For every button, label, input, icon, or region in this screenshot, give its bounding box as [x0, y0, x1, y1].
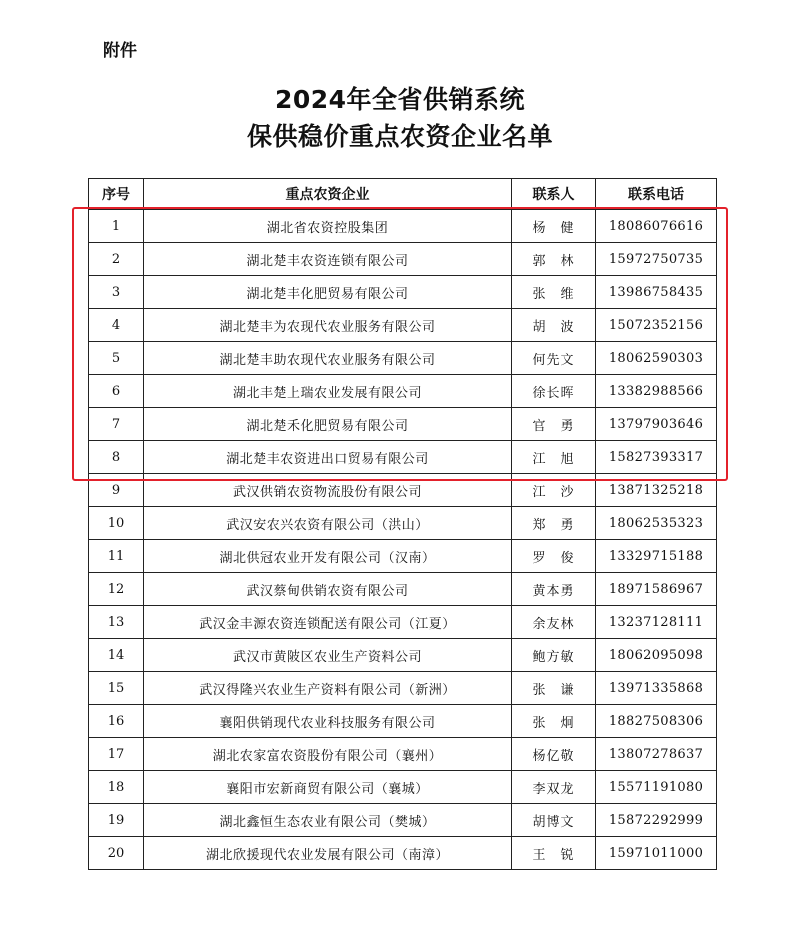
row-phone: 18086076616 [596, 210, 717, 243]
row-contact: 郑 勇 [512, 507, 596, 540]
header-contact: 联系人 [512, 179, 596, 210]
table-row [89, 606, 717, 639]
row-no: 4 [89, 309, 144, 342]
row-company: 武汉市黄陂区农业生产资料公司 [144, 639, 512, 672]
row-phone: 13382988566 [596, 375, 717, 408]
row-company: 湖北楚丰助农现代农业服务有限公司 [144, 342, 512, 375]
row-contact: 张 炯 [512, 705, 596, 738]
table-row [89, 804, 717, 837]
row-no: 7 [89, 408, 144, 441]
table-row [89, 342, 717, 375]
row-no: 18 [89, 771, 144, 804]
row-company: 湖北丰楚上瑞农业发展有限公司 [144, 375, 512, 408]
header-phone: 联系电话 [596, 179, 717, 210]
row-contact: 江 沙 [512, 474, 596, 507]
row-phone: 15972750735 [596, 243, 717, 276]
row-company: 湖北楚丰农资连锁有限公司 [144, 243, 512, 276]
table-row [89, 837, 717, 870]
row-contact: 徐长晖 [512, 375, 596, 408]
row-contact: 余友林 [512, 606, 596, 639]
row-contact: 罗 俊 [512, 540, 596, 573]
row-contact: 黄本勇 [512, 573, 596, 606]
row-contact: 江 旭 [512, 441, 596, 474]
row-no: 2 [89, 243, 144, 276]
header-company: 重点农资企业 [144, 179, 512, 210]
row-phone: 13871325218 [596, 474, 717, 507]
table-row [89, 771, 717, 804]
row-contact: 张 维 [512, 276, 596, 309]
table-row [89, 507, 717, 540]
row-phone: 13986758435 [596, 276, 717, 309]
table-row [89, 573, 717, 606]
row-phone: 15571191080 [596, 771, 717, 804]
row-contact: 郭 林 [512, 243, 596, 276]
row-company: 襄阳供销现代农业科技服务有限公司 [144, 705, 512, 738]
row-no: 11 [89, 540, 144, 573]
row-company: 湖北楚丰农资进出口贸易有限公司 [144, 441, 512, 474]
row-no: 19 [89, 804, 144, 837]
row-contact: 鲍方敏 [512, 639, 596, 672]
row-contact: 王 锐 [512, 837, 596, 870]
row-company: 湖北农家富农资股份有限公司（襄州） [144, 738, 512, 771]
table-row [89, 441, 717, 474]
table-row [89, 243, 717, 276]
row-contact: 张 谦 [512, 672, 596, 705]
row-company: 湖北欣援现代农业发展有限公司（南漳） [144, 837, 512, 870]
row-phone: 18062535323 [596, 507, 717, 540]
document-title-line-1: 2024年全省供销系统 [274, 85, 526, 114]
row-company: 湖北省农资控股集团 [144, 210, 512, 243]
attachment-label: 附件 [103, 41, 137, 61]
table-row [89, 639, 717, 672]
row-no: 3 [89, 276, 144, 309]
row-company: 武汉得隆兴农业生产资料有限公司（新洲） [144, 672, 512, 705]
table-header-row [89, 179, 717, 210]
row-contact: 杨亿敬 [512, 738, 596, 771]
row-phone: 15872292999 [596, 804, 717, 837]
document-title-line-2: 保供稳价重点农资企业名单 [246, 122, 553, 151]
table-row [89, 375, 717, 408]
row-phone: 15971011000 [596, 837, 717, 870]
row-company: 湖北楚丰化肥贸易有限公司 [144, 276, 512, 309]
row-phone: 13329715188 [596, 540, 717, 573]
row-phone: 15072352156 [596, 309, 717, 342]
row-no: 12 [89, 573, 144, 606]
row-no: 14 [89, 639, 144, 672]
table-row [89, 309, 717, 342]
row-no: 5 [89, 342, 144, 375]
row-no: 16 [89, 705, 144, 738]
row-company: 武汉安农兴农资有限公司（洪山） [144, 507, 512, 540]
row-contact: 何先文 [512, 342, 596, 375]
row-company: 湖北楚丰为农现代农业服务有限公司 [144, 309, 512, 342]
row-no: 20 [89, 837, 144, 870]
row-no: 9 [89, 474, 144, 507]
row-company: 武汉蔡甸供销农资有限公司 [144, 573, 512, 606]
row-company: 武汉金丰源农资连锁配送有限公司（江夏） [144, 606, 512, 639]
row-contact: 胡 波 [512, 309, 596, 342]
row-no: 10 [89, 507, 144, 540]
table-row [89, 672, 717, 705]
table-row [89, 276, 717, 309]
enterprise-table [88, 178, 717, 870]
row-phone: 13971335868 [596, 672, 717, 705]
row-no: 17 [89, 738, 144, 771]
row-no: 1 [89, 210, 144, 243]
table-row [89, 474, 717, 507]
header-no: 序号 [89, 179, 144, 210]
row-company: 湖北供冠农业开发有限公司（汉南） [144, 540, 512, 573]
row-contact: 胡博文 [512, 804, 596, 837]
row-phone: 13807278637 [596, 738, 717, 771]
row-company: 武汉供销农资物流股份有限公司 [144, 474, 512, 507]
table-row [89, 705, 717, 738]
row-no: 6 [89, 375, 144, 408]
table-row [89, 210, 717, 243]
row-phone: 18827508306 [596, 705, 717, 738]
row-phone: 15827393317 [596, 441, 717, 474]
row-phone: 18062590303 [596, 342, 717, 375]
row-phone: 18971586967 [596, 573, 717, 606]
row-contact: 杨 健 [512, 210, 596, 243]
row-phone: 18062095098 [596, 639, 717, 672]
table-row [89, 408, 717, 441]
row-phone: 13797903646 [596, 408, 717, 441]
table-row [89, 738, 717, 771]
row-no: 13 [89, 606, 144, 639]
row-contact: 官 勇 [512, 408, 596, 441]
row-no: 15 [89, 672, 144, 705]
row-company: 湖北楚禾化肥贸易有限公司 [144, 408, 512, 441]
row-phone: 13237128111 [596, 606, 717, 639]
row-company: 湖北鑫恒生态农业有限公司（樊城） [144, 804, 512, 837]
row-contact: 李双龙 [512, 771, 596, 804]
row-company: 襄阳市宏新商贸有限公司（襄城） [144, 771, 512, 804]
table-row [89, 540, 717, 573]
row-no: 8 [89, 441, 144, 474]
